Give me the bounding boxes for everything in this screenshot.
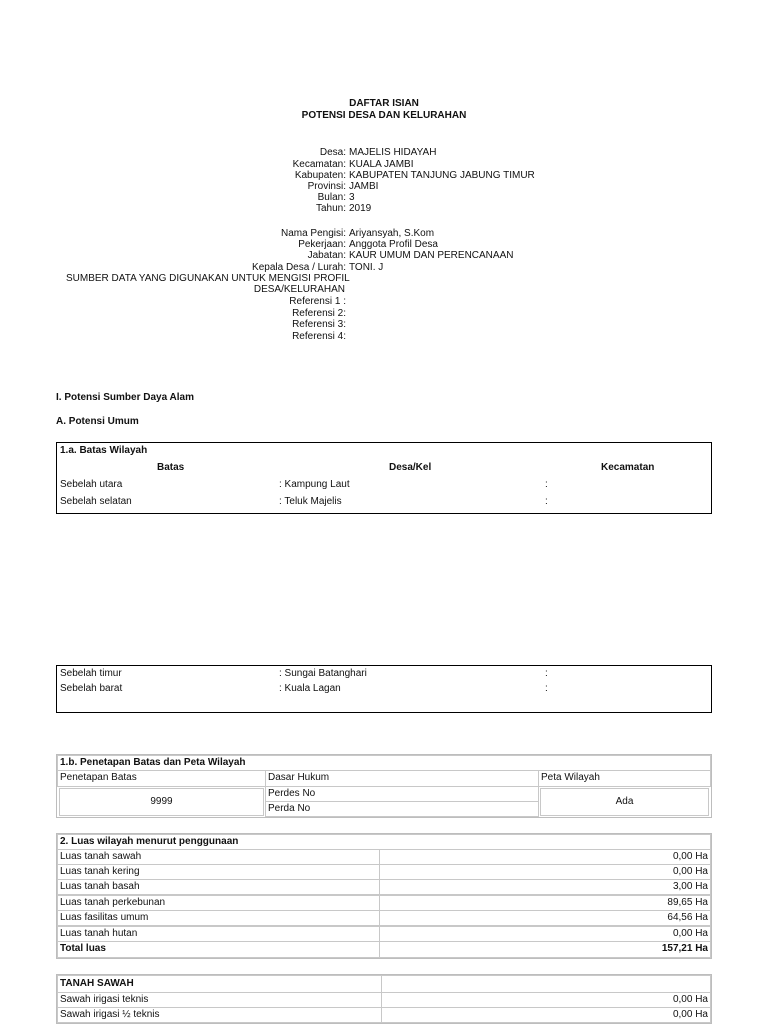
batas-wilayah-table-continued <box>56 665 712 713</box>
document-title: DAFTAR ISIAN <box>349 98 419 109</box>
peta-wilayah-value: Ada <box>540 788 709 816</box>
sawah-label: Sawah irigasi teknis <box>57 992 382 1008</box>
identity-label: Provinsi: <box>307 181 346 192</box>
luas-value: 0,00 Ha <box>379 926 711 942</box>
column-header-batas: Batas <box>157 462 185 473</box>
tanah-sawah-header-blank <box>381 975 711 993</box>
filler-value: Anggota Profil Desa <box>349 239 438 250</box>
batas-side: Sebelah timur <box>60 668 122 679</box>
perda-no: Perda No <box>265 801 539 817</box>
document-title-block <box>0 98 768 122</box>
filler-label: Nama Pengisi: <box>280 228 346 239</box>
luas-label: Luas fasilitas umum <box>57 910 380 926</box>
filler-value: Ariyansyah, S.Kom <box>349 228 435 239</box>
luas-value: 3,00 Ha <box>379 879 711 895</box>
identity-value: 3 <box>349 192 355 203</box>
identity-value: MAJELIS HIDAYAH <box>349 147 437 158</box>
column-header-peta-wilayah: Peta Wilayah <box>538 770 711 787</box>
reference-2: Referensi 2: <box>292 307 346 319</box>
identity-value: KUALA JAMBI <box>349 159 414 170</box>
batas-kecamatan: : <box>545 479 548 490</box>
batas-side: Sebelah utara <box>60 479 123 490</box>
batas-side: Sebelah barat <box>60 683 123 694</box>
luas-value: 0,00 Ha <box>379 849 711 865</box>
reference-1: Referensi 1 : <box>289 296 346 307</box>
document-subtitle: POTENSI DESA DAN KELURAHAN <box>301 110 467 121</box>
tanah-sawah-table <box>56 974 712 1024</box>
batas-kecamatan: : <box>545 668 548 679</box>
tanah-sawah-title: TANAH SAWAH <box>57 975 382 993</box>
batas-wilayah-table <box>56 442 712 514</box>
batas-kecamatan: : <box>545 496 548 507</box>
filler-value: TONI. J <box>349 262 384 273</box>
identity-label: Kabupaten: <box>294 170 346 181</box>
luas-label: Luas tanah basah <box>57 879 380 895</box>
penetapan-value: 9999 <box>59 788 264 816</box>
batas-desa: : Kampung Laut <box>279 479 350 490</box>
luas-value: 0,00 Ha <box>379 864 711 880</box>
luas-label: Luas tanah hutan <box>57 926 380 942</box>
luas-label: Luas tanah perkebunan <box>57 895 380 911</box>
sawah-label: Sawah irigasi ½ teknis <box>57 1007 382 1023</box>
filler-label: Kepala Desa / Lurah: <box>252 262 346 273</box>
luas-total-value: 157,21 Ha <box>379 941 711 958</box>
sources-label-line2: DESA/KELURAHAN <box>253 284 345 295</box>
luas-wilayah-table <box>56 833 712 959</box>
reference-4: Referensi 4: <box>292 330 346 342</box>
luas-value: 89,65 Ha <box>379 895 711 911</box>
identity-label: Desa: <box>319 147 346 158</box>
batas-kecamatan: : <box>545 683 548 694</box>
identity-value: JAMBI <box>349 181 379 192</box>
column-header-penetapan: Penetapan Batas <box>57 770 266 787</box>
luas-title: 2. Luas wilayah menurut penggunaan <box>57 834 711 850</box>
identity-value: KABUPATEN TANJUNG JABUNG TIMUR <box>349 170 535 181</box>
batas-wilayah-title: 1.a. Batas Wilayah <box>60 445 148 456</box>
column-header-kecamatan: Kecamatan <box>601 462 655 473</box>
filler-value: KAUR UMUM DAN PERENCANAAN <box>349 250 514 261</box>
luas-label: Luas tanah sawah <box>57 849 380 865</box>
identity-label: Bulan: <box>317 192 346 203</box>
section-heading-i: I. Potensi Sumber Daya Alam <box>56 392 195 403</box>
batas-desa: : Teluk Majelis <box>279 496 342 507</box>
identity-label: Tahun: <box>315 203 346 214</box>
column-header-desa: Desa/Kel <box>389 462 432 473</box>
identity-desa <box>0 147 768 159</box>
luas-label: Luas tanah kering <box>57 864 380 880</box>
filler-label: Jabatan: <box>307 250 346 261</box>
penetapan-title: 1.b. Penetapan Batas dan Peta Wilayah <box>57 755 711 771</box>
sources-refs <box>146 296 346 342</box>
batas-desa: : Kuala Lagan <box>279 683 341 694</box>
filler-label: Pekerjaan: <box>298 239 346 250</box>
penetapan-batas-table <box>56 754 712 818</box>
filler-jabatan <box>0 250 768 262</box>
luas-total-label: Total luas <box>57 941 380 958</box>
perdes-no: Perdes No <box>265 786 539 802</box>
luas-value: 64,56 Ha <box>379 910 711 926</box>
reference-3: Referensi 3: <box>292 319 346 330</box>
section-heading-a: A. Potensi Umum <box>56 416 139 427</box>
sawah-value: 0,00 Ha <box>381 992 711 1008</box>
sources-label <box>66 273 350 295</box>
identity-label: Kecamatan: <box>292 159 346 170</box>
identity-value: 2019 <box>349 203 372 214</box>
batas-side: Sebelah selatan <box>60 496 132 507</box>
sources-label-line1: SUMBER DATA YANG DIGUNAKAN UNTUK MENGISI PROFIL <box>66 273 350 284</box>
sawah-value: 0,00 Ha <box>381 1007 711 1023</box>
column-header-dasar-hukum: Dasar Hukum <box>265 770 539 787</box>
identity-tahun <box>0 203 768 215</box>
batas-desa: : Sungai Batanghari <box>279 668 367 679</box>
